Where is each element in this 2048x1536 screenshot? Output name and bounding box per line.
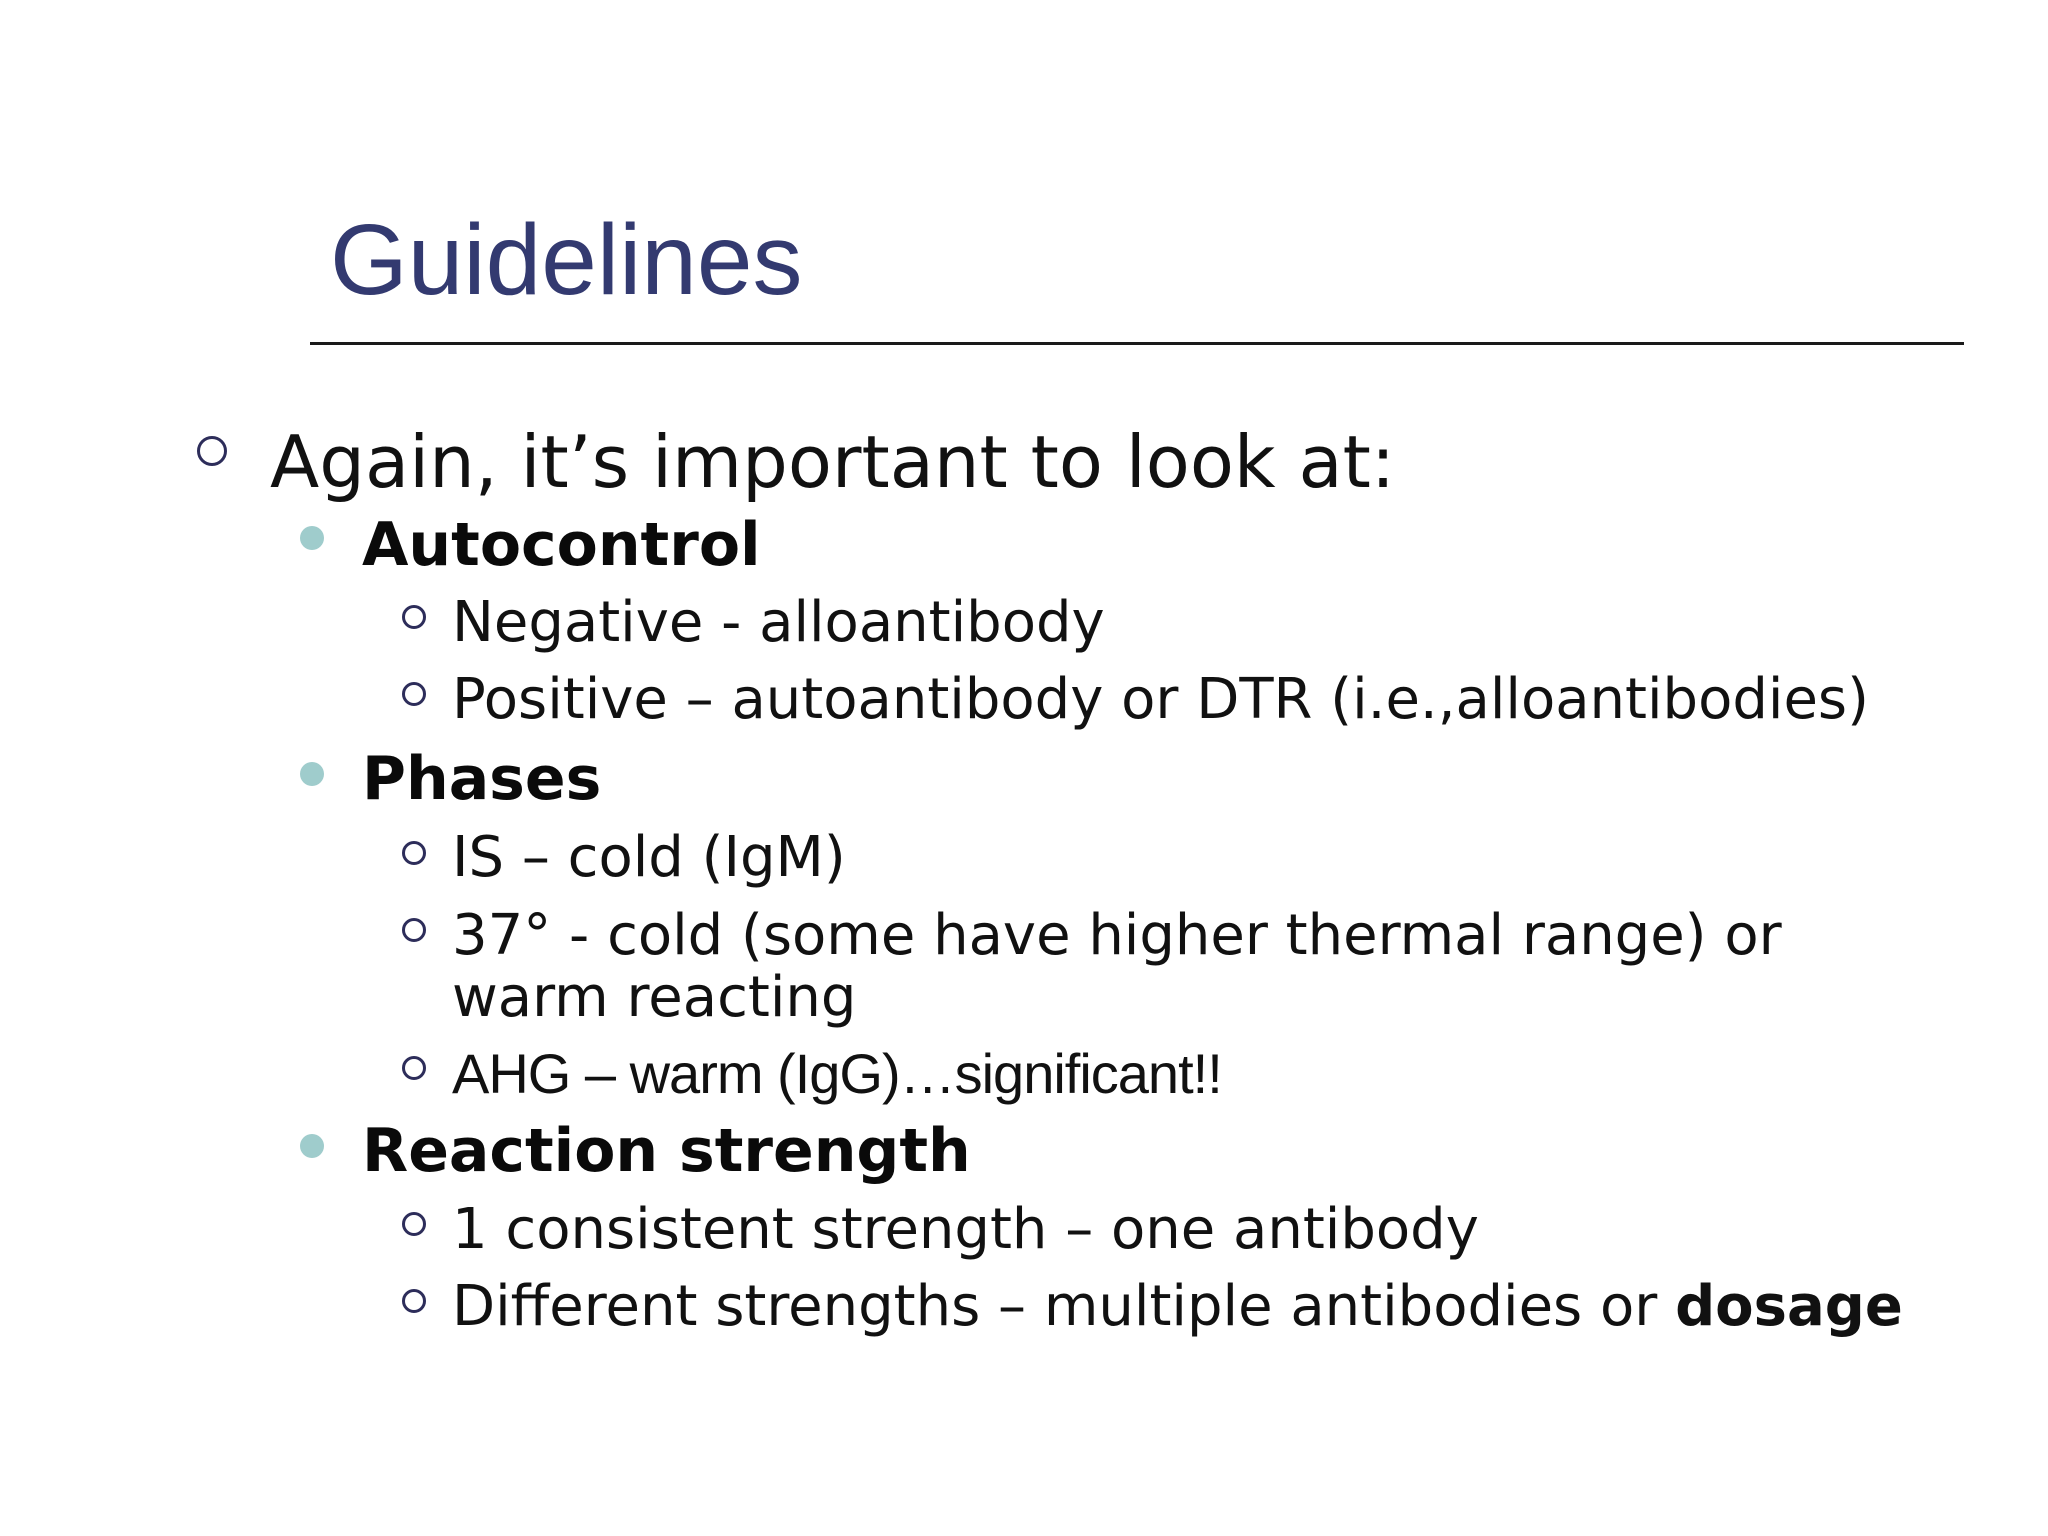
different-strengths-text: Different strengths – multiple antibodies or bbox=[452, 1274, 1676, 1339]
filled-dot-bullet-icon bbox=[300, 762, 324, 786]
intro-text: Again, it’s important to look at: bbox=[270, 420, 1396, 504]
hollow-circle-bullet-icon bbox=[197, 436, 227, 466]
hollow-circle-bullet-icon bbox=[402, 918, 426, 942]
filled-dot-bullet-icon bbox=[300, 526, 324, 550]
section-heading-autocontrol: Autocontrol bbox=[362, 510, 761, 580]
list-item-consistent-strength: 1 consistent strength – one antibody bbox=[452, 1197, 1479, 1262]
hollow-circle-bullet-icon bbox=[402, 682, 426, 706]
filled-dot-bullet-icon bbox=[300, 1134, 324, 1158]
list-item-positive: Positive – autoantibody or DTR (i.e.,alloantibodies) bbox=[452, 667, 1869, 732]
list-item-different-strengths bbox=[452, 1275, 1903, 1339]
slide-title: Guidelines bbox=[330, 204, 803, 316]
list-item-negative: Negative - alloantibody bbox=[452, 590, 1105, 655]
list-item-37-cold-continued: warm reacting bbox=[452, 965, 857, 1030]
dosage-emphasis: dosage bbox=[1675, 1274, 1903, 1339]
section-heading-reaction-strength: Reaction strength bbox=[362, 1116, 971, 1186]
section-heading-phases: Phases bbox=[362, 744, 602, 814]
hollow-circle-bullet-icon bbox=[402, 841, 426, 865]
list-item-37-cold: 37° - cold (some have higher thermal range) or bbox=[452, 903, 1782, 968]
hollow-circle-bullet-icon bbox=[402, 1289, 426, 1313]
list-item-ahg-warm: AHG – warm (IgG)…significant!! bbox=[452, 1042, 1222, 1105]
list-item-is-cold: IS – cold (IgM) bbox=[452, 825, 846, 890]
hollow-circle-bullet-icon bbox=[402, 605, 426, 629]
hollow-circle-bullet-icon bbox=[402, 1056, 426, 1080]
hollow-circle-bullet-icon bbox=[402, 1212, 426, 1236]
title-divider bbox=[310, 342, 1964, 345]
